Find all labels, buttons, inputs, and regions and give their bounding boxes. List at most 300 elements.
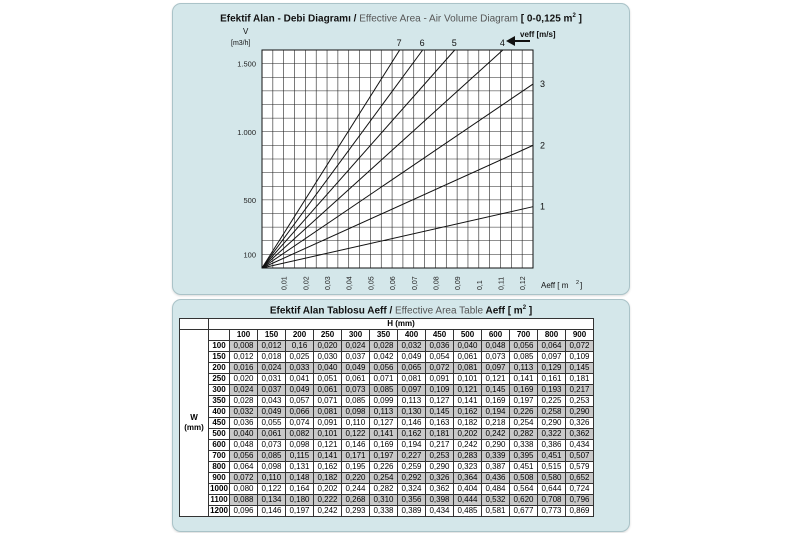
table-cell: 0,310 (370, 495, 398, 506)
table-cell: 0,091 (426, 374, 454, 385)
table-cell: 0,220 (342, 473, 370, 484)
table-cell: 0,127 (370, 418, 398, 429)
table-corner-blank (209, 330, 230, 341)
table-row (180, 418, 594, 429)
table-cell: 0,071 (314, 396, 342, 407)
table-cell: 0,242 (454, 440, 482, 451)
x-tick-label: 0,03 (325, 276, 333, 290)
table-cell: 0,644 (538, 484, 566, 495)
table-cell: 0,293 (342, 506, 370, 517)
table-cell: 0,024 (342, 341, 370, 352)
table-cell: 0,081 (314, 407, 342, 418)
table-cell: 0,071 (370, 374, 398, 385)
row-header: 700 (209, 451, 230, 462)
table-cell: 0,085 (342, 396, 370, 407)
table-corner-cell (180, 319, 209, 330)
velocity-label-5: 5 (451, 38, 457, 48)
table-cell: 0,040 (230, 429, 258, 440)
table-row (180, 352, 594, 363)
table-cell: 0,362 (566, 429, 594, 440)
table-cell: 0,362 (426, 484, 454, 495)
table-cell: 0,141 (370, 429, 398, 440)
table-cell: 0,162 (454, 407, 482, 418)
table-cell: 0,202 (314, 484, 342, 495)
table-cell: 0,386 (538, 440, 566, 451)
table-cell: 0,194 (398, 440, 426, 451)
row-header: 450 (209, 418, 230, 429)
y-tick-label: 1.000 (237, 127, 256, 137)
table-cell: 0,081 (454, 363, 482, 374)
table-cell: 0,181 (566, 374, 594, 385)
velocity-label-2: 2 (540, 140, 546, 151)
table-cell: 0,163 (426, 418, 454, 429)
x-tick-label: 0,01 (281, 276, 289, 290)
row-header: 500 (209, 429, 230, 440)
table-cell: 0,020 (314, 341, 342, 352)
row-header: 900 (209, 473, 230, 484)
column-header: 400 (398, 330, 426, 341)
table-cell: 0,226 (370, 462, 398, 473)
table-cell: 0,197 (370, 451, 398, 462)
table-cell: 0,222 (314, 495, 342, 506)
table-cell: 0,115 (286, 451, 314, 462)
table-cell: 0,098 (342, 407, 370, 418)
column-header: 900 (566, 330, 594, 341)
table-cell: 0,012 (258, 341, 286, 352)
table-cell: 0,444 (454, 495, 482, 506)
velocity-label-6: 6 (419, 38, 425, 48)
table-cell: 0,869 (566, 506, 594, 517)
table-cell: 0,066 (286, 407, 314, 418)
table-cell: 0,259 (398, 462, 426, 473)
table-cell: 0,121 (454, 385, 482, 396)
table-cell: 0,164 (286, 484, 314, 495)
chart-title-range-end: ] (578, 13, 582, 25)
table-cell: 0,024 (230, 385, 258, 396)
row-header: 200 (209, 363, 230, 374)
table-cell: 0,581 (482, 506, 510, 517)
table-row (180, 363, 594, 374)
table-cell: 0,061 (454, 352, 482, 363)
table-cell: 0,217 (566, 385, 594, 396)
table-column-row (180, 330, 594, 341)
table-cell: 0,033 (286, 363, 314, 374)
row-header: 600 (209, 440, 230, 451)
table-cell: 0,032 (398, 341, 426, 352)
x-tick-label: 0,11 (498, 276, 506, 290)
table-cell: 0,040 (454, 341, 482, 352)
velocity-label-4: 4 (499, 38, 505, 48)
table-cell: 0,338 (370, 506, 398, 517)
table-cell: 0,056 (230, 451, 258, 462)
w-label: W (190, 413, 198, 422)
table-cell: 0,056 (510, 341, 538, 352)
table-cell: 0,197 (286, 506, 314, 517)
table-cell: 0,181 (426, 429, 454, 440)
table-row (180, 385, 594, 396)
veff-label: veff [m/s] (520, 30, 556, 39)
column-header: 800 (538, 330, 566, 341)
diagram-panel (172, 3, 630, 295)
table-cell: 0,145 (566, 363, 594, 374)
table-cell: 0,326 (426, 473, 454, 484)
table-cell: 0,110 (342, 418, 370, 429)
row-header: 1000 (210, 484, 228, 493)
column-header: 250 (314, 330, 342, 341)
table-cell: 0,131 (286, 462, 314, 473)
table-title-main: Efektif Alan Tablosu Aeff / (269, 305, 393, 317)
x-tick-label: 0,08 (433, 276, 441, 290)
table-cell: 0,195 (342, 462, 370, 473)
table-cell: 0,085 (258, 451, 286, 462)
y-tick-label: 1.500 (237, 59, 256, 69)
table-cell: 0,398 (426, 495, 454, 506)
chart-title-range-sup: 2 (572, 13, 576, 19)
table-cell: 0,387 (482, 462, 510, 473)
table-cell: 0,032 (230, 407, 258, 418)
table-cell: 0,244 (342, 484, 370, 495)
table-cell: 0,097 (482, 363, 510, 374)
table-cell: 0,169 (370, 440, 398, 451)
y-tick-label: 100 (243, 250, 256, 260)
table-row (180, 506, 594, 517)
table-wrap (179, 318, 594, 517)
table-cell: 0,532 (482, 495, 510, 506)
table-cell: 0,148 (286, 473, 314, 484)
table-cell: 0,218 (482, 418, 510, 429)
table-cell: 0,322 (538, 429, 566, 440)
y-axis-unit: [m3/h] (231, 40, 251, 47)
table-cell: 0,652 (566, 473, 594, 484)
table-cell: 0,037 (342, 352, 370, 363)
chart-title-range: [ 0-0,125 m (520, 13, 573, 25)
table-cell: 0,356 (398, 495, 426, 506)
column-header: 150 (258, 330, 286, 341)
table-panel (172, 299, 630, 532)
table-cell: 0,097 (538, 352, 566, 363)
table-cell: 0,073 (342, 385, 370, 396)
table-cell: 0,708 (538, 495, 566, 506)
table-cell: 0,141 (454, 396, 482, 407)
table-cell: 0,122 (258, 484, 286, 495)
table-cell: 0,113 (510, 363, 538, 374)
table-row (180, 495, 594, 506)
table-cell: 0,064 (538, 341, 566, 352)
table-row (180, 484, 594, 495)
table-cell: 0,018 (258, 352, 286, 363)
velocity-label-7: 7 (396, 38, 402, 48)
table-title-unit: Aeff [ m (485, 305, 523, 317)
table-cell: 0,182 (314, 473, 342, 484)
table-cell: 0,283 (454, 451, 482, 462)
table-cell: 0,677 (510, 506, 538, 517)
table-cell: 0,290 (426, 462, 454, 473)
table-cell: 0,323 (454, 462, 482, 473)
table-cell: 0,129 (538, 363, 566, 374)
table-cell: 0,162 (398, 429, 426, 440)
table-cell: 0,049 (258, 407, 286, 418)
table-row (180, 440, 594, 451)
table-cell: 0,073 (482, 352, 510, 363)
table-cell: 0,121 (314, 440, 342, 451)
table-title-unit-end: ] (528, 305, 533, 317)
table-cell: 0,217 (426, 440, 454, 451)
table-cell: 0,579 (566, 462, 594, 473)
table-cell: 0,072 (230, 473, 258, 484)
row-header: 350 (209, 396, 230, 407)
table-cell: 0,036 (230, 418, 258, 429)
table-cell: 0,099 (370, 396, 398, 407)
table-cell: 0,056 (370, 363, 398, 374)
column-header: 200 (286, 330, 314, 341)
table-cell: 0,072 (426, 363, 454, 374)
table-cell: 0,130 (398, 407, 426, 418)
table-cell: 0,253 (566, 396, 594, 407)
row-header: 250 (209, 374, 230, 385)
table-cell: 0,082 (286, 429, 314, 440)
table-cell: 0,028 (370, 341, 398, 352)
table-cell: 0,049 (398, 352, 426, 363)
table-row (180, 341, 594, 352)
table-cell: 0,061 (258, 429, 286, 440)
table-title-sub: Effective Area Table (395, 305, 484, 317)
table-cell: 0,048 (230, 440, 258, 451)
table-cell: 0,564 (510, 484, 538, 495)
y-tick-label: 500 (243, 195, 256, 205)
table-cell: 0,620 (510, 495, 538, 506)
table-row (180, 396, 594, 407)
table-cell: 0,096 (230, 506, 258, 517)
table-cell: 0,436 (482, 473, 510, 484)
h-header: H (mm) (209, 319, 594, 330)
table-cell: 0,484 (482, 484, 510, 495)
table-cell: 0,180 (286, 495, 314, 506)
table-cell: 0,127 (426, 396, 454, 407)
w-unit: (mm) (184, 423, 204, 432)
table-cell: 0,088 (230, 495, 258, 506)
table-row (180, 374, 594, 385)
table-cell: 0,054 (426, 352, 454, 363)
table-cell: 0,020 (230, 374, 258, 385)
row-header: 1200 (210, 506, 228, 515)
table-cell: 0,037 (258, 385, 286, 396)
veff-arrow-head (506, 36, 515, 46)
table-cell: 0,121 (482, 374, 510, 385)
table-cell: 0,146 (342, 440, 370, 451)
table-cell: 0,041 (286, 374, 314, 385)
table-cell: 0,109 (566, 352, 594, 363)
row-header: 300 (209, 385, 230, 396)
table-cell: 0,282 (510, 429, 538, 440)
effective-area-table (179, 318, 594, 517)
table-cell: 0,434 (566, 440, 594, 451)
table-cell: 0,254 (370, 473, 398, 484)
table-title-unit-sup: 2 (522, 305, 527, 311)
x-tick-label: 0,05 (368, 276, 376, 290)
table-cell: 0,290 (538, 418, 566, 429)
table-cell: 0,338 (510, 440, 538, 451)
table-cell: 0,580 (538, 473, 566, 484)
table-cell: 0,254 (510, 418, 538, 429)
table-cell: 0,395 (510, 451, 538, 462)
x-tick-label: 0,06 (390, 276, 398, 290)
table-cell: 0,025 (286, 352, 314, 363)
table-cell: 0,451 (510, 462, 538, 473)
table-cell: 0,339 (482, 451, 510, 462)
table-cell: 0,290 (482, 440, 510, 451)
table-cell: 0,292 (398, 473, 426, 484)
row-header: 1100 (210, 495, 228, 504)
diagram-svg (173, 4, 629, 294)
x-axis-label: Aeff [ m (541, 281, 569, 290)
table-cell: 0,434 (426, 506, 454, 517)
table-title (173, 305, 629, 316)
table-cell: 0,080 (230, 484, 258, 495)
column-header: 500 (454, 330, 482, 341)
table-cell: 0,028 (230, 396, 258, 407)
table-cell: 0,161 (538, 374, 566, 385)
table-cell: 0,146 (398, 418, 426, 429)
chart-title-main: Efektif Alan - Debi Diagramı / (220, 13, 357, 25)
x-tick-label: 0,04 (346, 276, 354, 290)
table-cell: 0,042 (370, 352, 398, 363)
table-row (180, 451, 594, 462)
table-cell: 0,024 (258, 363, 286, 374)
table-cell: 0,061 (314, 385, 342, 396)
column-header: 350 (370, 330, 398, 341)
table-cell: 0,508 (510, 473, 538, 484)
table-cell: 0,169 (482, 396, 510, 407)
table-cell: 0,404 (454, 484, 482, 495)
column-header: 450 (426, 330, 454, 341)
table-cell: 0,134 (258, 495, 286, 506)
table-cell: 0,515 (538, 462, 566, 473)
table-cell: 0,16 (286, 341, 314, 352)
table-cell: 0,048 (482, 341, 510, 352)
table-cell: 0,049 (342, 363, 370, 374)
table-cell: 0,122 (342, 429, 370, 440)
row-header: 400 (209, 407, 230, 418)
table-cell: 0,081 (398, 374, 426, 385)
table-cell: 0,098 (286, 440, 314, 451)
table-cell: 0,197 (510, 396, 538, 407)
table-cell: 0,097 (398, 385, 426, 396)
table-cell: 0,074 (286, 418, 314, 429)
table-cell: 0,324 (398, 484, 426, 495)
table-cell: 0,109 (426, 385, 454, 396)
table-cell: 0,227 (398, 451, 426, 462)
velocity-label-3: 3 (540, 79, 546, 90)
x-tick-label: 0,02 (303, 276, 311, 290)
table-cell: 0,364 (454, 473, 482, 484)
table-cell: 0,169 (510, 385, 538, 396)
table-cell: 0,202 (454, 429, 482, 440)
table-row (180, 407, 594, 418)
column-header: 100 (230, 330, 258, 341)
table-cell: 0,098 (258, 462, 286, 473)
table-header-row (180, 319, 594, 330)
table-row (180, 473, 594, 484)
table-cell: 0,193 (538, 385, 566, 396)
table-cell: 0,016 (230, 363, 258, 374)
table-cell: 0,242 (314, 506, 342, 517)
table-cell: 0,085 (510, 352, 538, 363)
table-cell: 0,030 (314, 352, 342, 363)
table-cell: 0,113 (370, 407, 398, 418)
table-cell: 0,091 (314, 418, 342, 429)
velocity-label-1: 1 (540, 201, 546, 212)
table-cell: 0,072 (566, 341, 594, 352)
table-cell: 0,724 (566, 484, 594, 495)
table-cell: 0,031 (258, 374, 286, 385)
table-cell: 0,061 (342, 374, 370, 385)
table-cell: 0,451 (538, 451, 566, 462)
table-cell: 0,057 (286, 396, 314, 407)
x-axis-label-end: ] (580, 281, 583, 290)
table-cell: 0,162 (314, 462, 342, 473)
y-axis-label: V (243, 27, 249, 36)
table-cell: 0,101 (314, 429, 342, 440)
table-cell: 0,113 (398, 396, 426, 407)
table-cell: 0,049 (286, 385, 314, 396)
row-header: 800 (209, 462, 230, 473)
column-header: 300 (342, 330, 370, 341)
table-cell: 0,226 (510, 407, 538, 418)
column-header: 600 (482, 330, 510, 341)
table-cell: 0,008 (230, 341, 258, 352)
table-cell: 0,773 (538, 506, 566, 517)
table-cell: 0,101 (454, 374, 482, 385)
table-cell: 0,258 (538, 407, 566, 418)
table-cell: 0,043 (258, 396, 286, 407)
table-row (180, 429, 594, 440)
row-header: 150 (209, 352, 230, 363)
table-cell: 0,085 (370, 385, 398, 396)
table-cell: 0,290 (566, 407, 594, 418)
w-label-cell (180, 330, 209, 517)
table-cell: 0,055 (258, 418, 286, 429)
table-cell: 0,051 (314, 374, 342, 385)
table-cell: 0,040 (314, 363, 342, 374)
table-cell: 0,141 (314, 451, 342, 462)
table-cell: 0,146 (258, 506, 286, 517)
table-cell: 0,326 (566, 418, 594, 429)
table-cell: 0,065 (398, 363, 426, 374)
table-row (180, 462, 594, 473)
table-cell: 0,182 (454, 418, 482, 429)
table-cell: 0,145 (426, 407, 454, 418)
x-tick-label: 0,07 (411, 276, 419, 290)
table-cell: 0,507 (566, 451, 594, 462)
table-cell: 0,389 (398, 506, 426, 517)
table-cell: 0,194 (482, 407, 510, 418)
table-cell: 0,796 (566, 495, 594, 506)
table-cell: 0,268 (342, 495, 370, 506)
chart-title-sub: Effective Area - Air Volume Diagram (359, 13, 518, 25)
row-header: 100 (209, 341, 230, 352)
table-cell: 0,012 (230, 352, 258, 363)
table-cell: 0,064 (230, 462, 258, 473)
table-cell: 0,282 (370, 484, 398, 495)
table-cell: 0,145 (482, 385, 510, 396)
table-cell: 0,485 (454, 506, 482, 517)
x-axis-label-sup: 2 (576, 280, 580, 286)
table-cell: 0,253 (426, 451, 454, 462)
table-cell: 0,110 (258, 473, 286, 484)
x-tick-label: 0,12 (520, 276, 528, 290)
table-cell: 0,171 (342, 451, 370, 462)
x-tick-label: 0,09 (455, 276, 463, 290)
